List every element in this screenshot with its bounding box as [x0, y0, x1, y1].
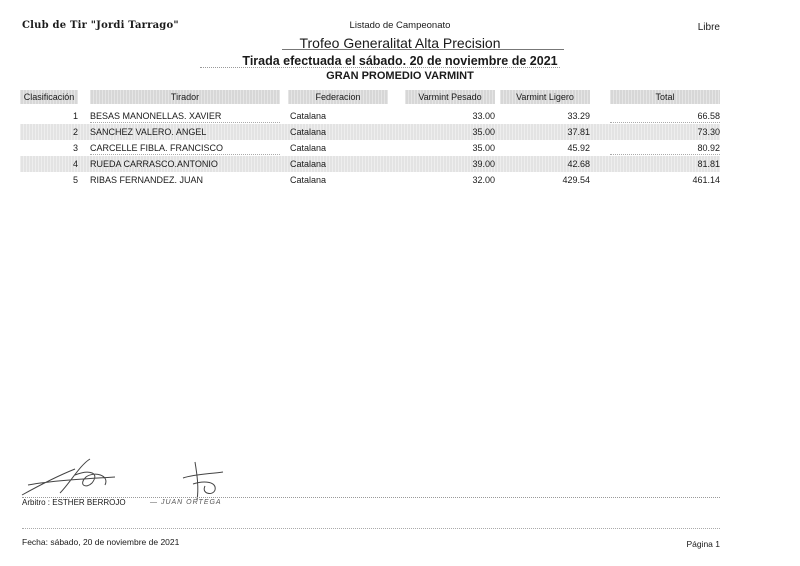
- varmint-ligero-cell: 45.92: [567, 143, 590, 153]
- varmint-ligero-cell: 33.29: [567, 111, 590, 121]
- table-row: [20, 172, 720, 188]
- table-row: [20, 140, 720, 156]
- name-cell: RUEDA CARRASCO.ANTONIO: [90, 159, 218, 169]
- category-label: Libre: [697, 22, 720, 33]
- name-cell: SANCHEZ VALERO. ANGEL: [90, 127, 207, 137]
- name-cell: CARCELLE FIBLA. FRANCISCO: [90, 143, 224, 153]
- total-cell: 461.14: [692, 175, 720, 185]
- table-row: [20, 156, 720, 172]
- footer-date: Fecha: sábado, 20 de noviembre de 2021: [22, 537, 180, 547]
- rank-cell: 2: [72, 127, 78, 137]
- varmint-ligero-cell: 42.68: [567, 159, 590, 169]
- varmint-pesado-cell: 32.00: [472, 175, 495, 185]
- row-underline: [610, 122, 720, 123]
- subtitle-rule: [200, 67, 560, 68]
- federation-cell: Catalana: [290, 159, 327, 169]
- varmint-ligero-cell: 37.81: [567, 127, 590, 137]
- federation-cell: Catalana: [290, 143, 327, 153]
- name-cell: BESAS MANONELLAS. XAVIER: [90, 111, 222, 121]
- varmint-pesado-cell: 39.00: [472, 159, 495, 169]
- col-header-varmint-pesado: Varmint Pesado: [405, 90, 495, 104]
- list-type: Listado de Campeonato: [349, 20, 451, 31]
- federation-cell: Catalana: [290, 111, 327, 121]
- signature-rule: [22, 497, 720, 498]
- page-number: Página 1: [686, 539, 720, 549]
- total-cell: 80.92: [697, 143, 720, 153]
- total-cell: 81.81: [697, 159, 720, 169]
- page-subtitle: Tirada efectuada el sábado. 20 de noviembre de 2021: [242, 54, 558, 68]
- varmint-pesado-cell: 35.00: [472, 143, 495, 153]
- page-title: Trofeo Generalitat Alta Precision: [299, 35, 501, 51]
- federation-cell: Catalana: [290, 127, 327, 137]
- event-title: GRAN PROMEDIO VARMINT: [326, 70, 474, 82]
- varmint-pesado-cell: 35.00: [472, 127, 495, 137]
- referee-label: Arbitro : ESTHER BERROJO: [22, 498, 126, 507]
- federation-cell: Catalana: [290, 175, 327, 185]
- signature-scribble: [20, 455, 130, 500]
- col-header-varmint-ligero: Varmint Ligero: [500, 90, 590, 104]
- row-underline: [90, 122, 280, 123]
- rank-cell: 3: [72, 143, 78, 153]
- rank-cell: 1: [72, 111, 78, 121]
- col-header-total: Total: [610, 90, 720, 104]
- col-header-federacion: Federacion: [288, 90, 388, 104]
- total-cell: 73.30: [697, 127, 720, 137]
- row-underline: [90, 154, 280, 155]
- varmint-ligero-cell: 429.54: [562, 175, 590, 185]
- varmint-pesado-cell: 33.00: [472, 111, 495, 121]
- rank-cell: 4: [72, 159, 78, 169]
- handwritten-name: — JUAN ORTEGA: [150, 499, 222, 506]
- col-header-clasificacion: Clasificación: [20, 90, 78, 104]
- title-rule: [282, 49, 564, 50]
- table-row: [20, 124, 720, 140]
- col-header-tirador: Tirador: [90, 90, 280, 104]
- row-underline: [610, 154, 720, 155]
- table-row: [20, 108, 720, 124]
- name-cell: RIBAS FERNANDEZ. JUAN: [90, 175, 204, 185]
- footer-rule: [22, 528, 720, 529]
- rank-cell: 5: [72, 175, 78, 185]
- total-cell: 66.58: [697, 111, 720, 121]
- club-name: Club de Tir "Jordi Tarrago": [22, 20, 179, 31]
